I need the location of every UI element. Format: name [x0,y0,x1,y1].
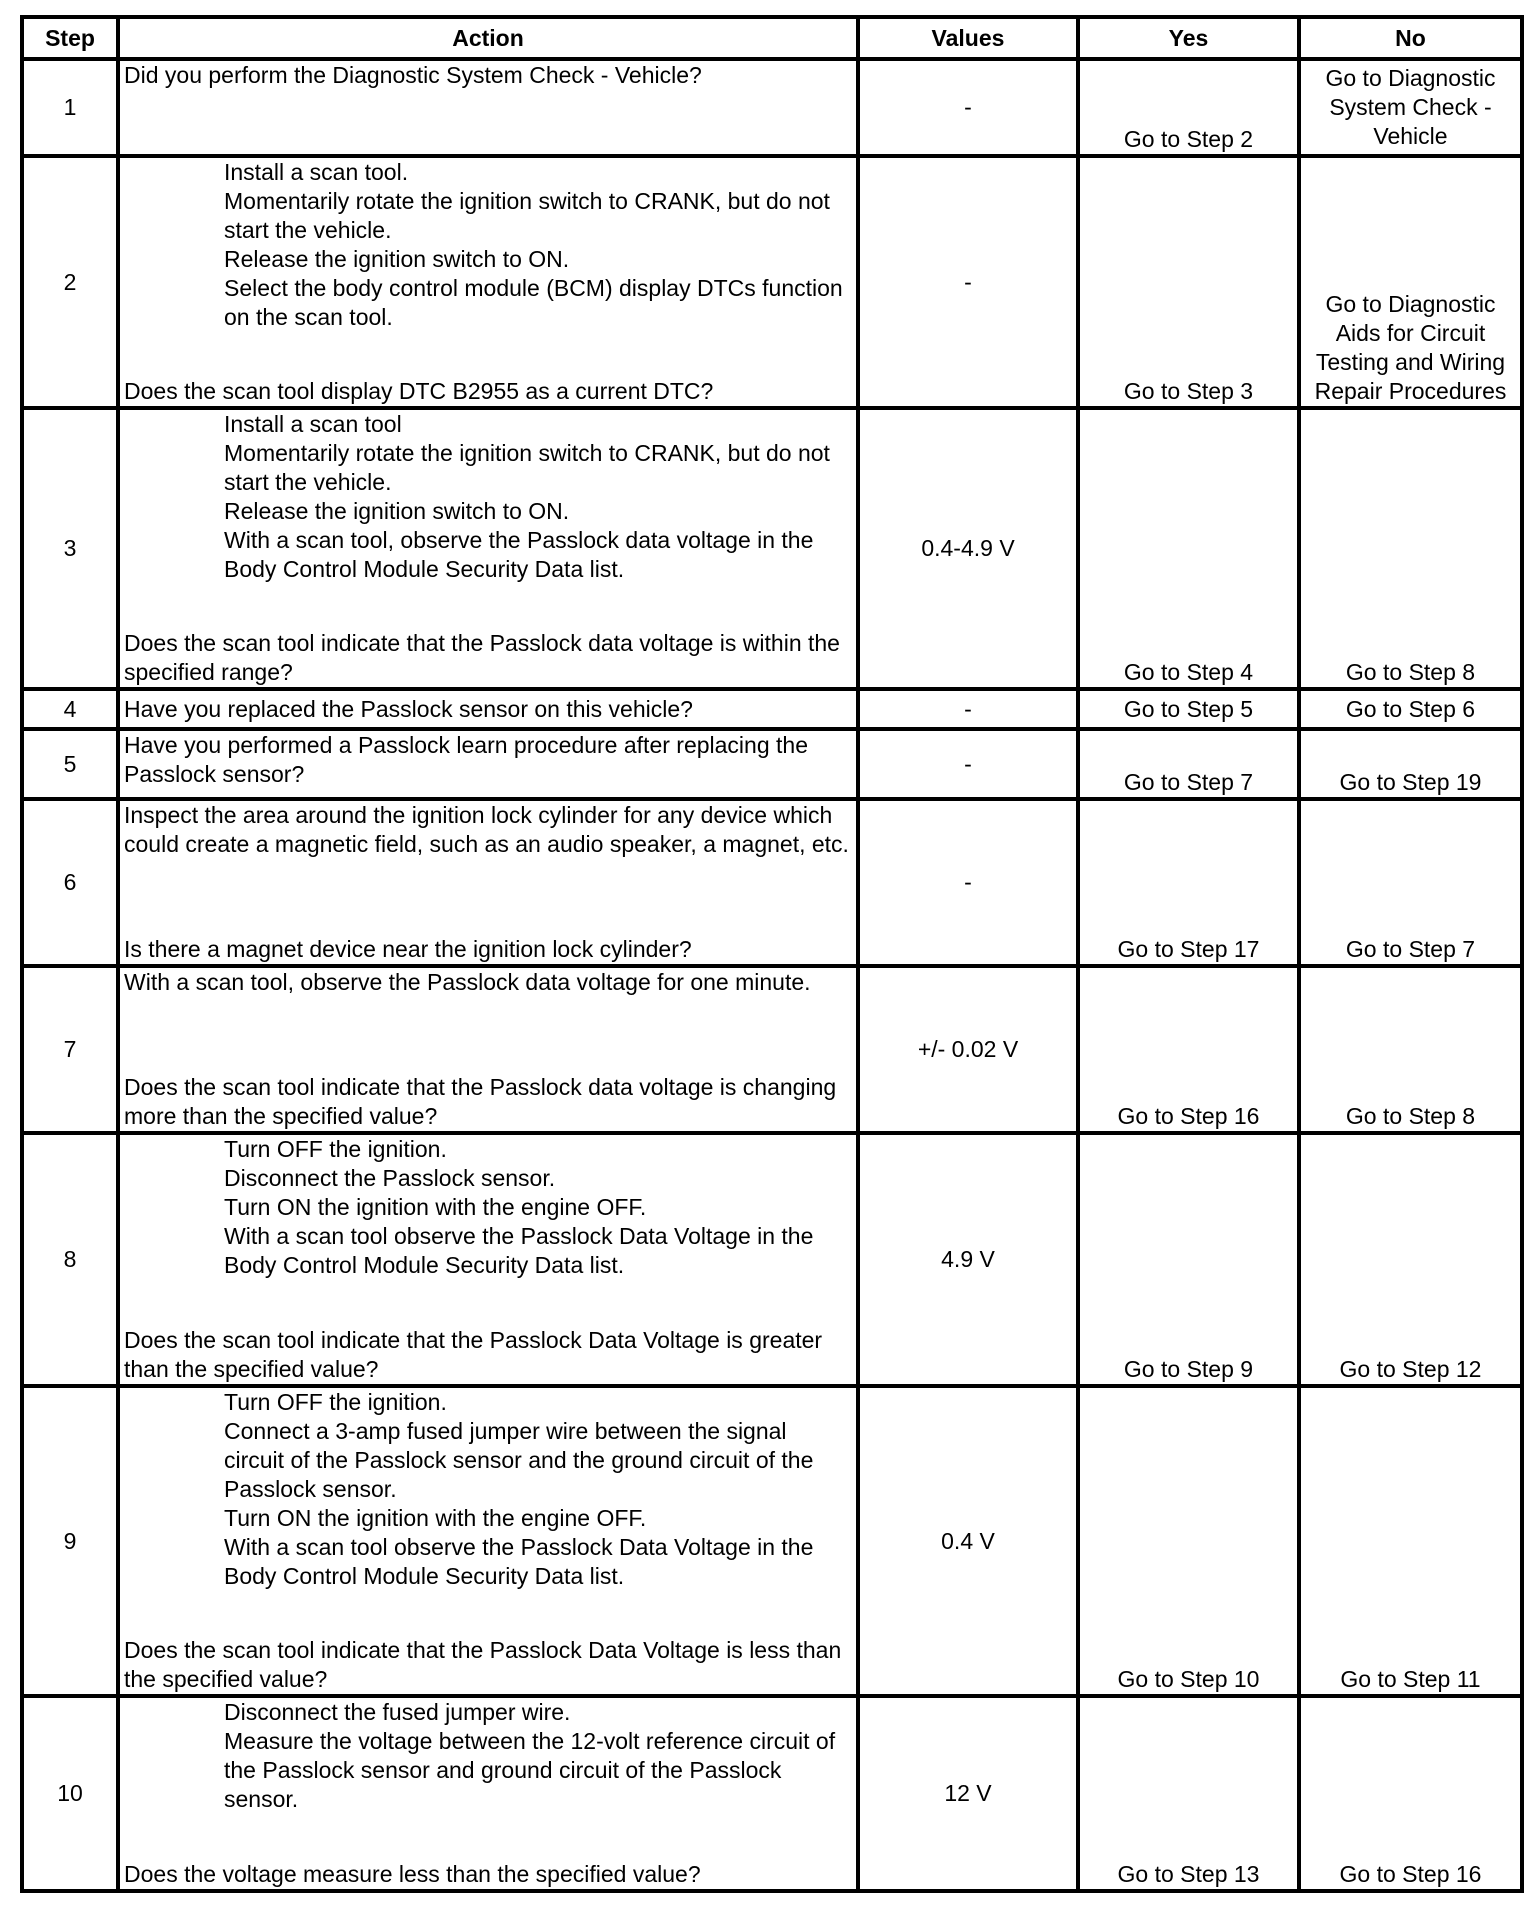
step-number: 1 [22,59,118,156]
action-step: Disconnect the fused jumper wire. [224,1699,571,1725]
no-cell: Go to Step 7 [1299,799,1522,966]
value-cell: 4.9 V [858,1133,1078,1386]
value-cell: - [858,799,1078,966]
step-number: 8 [22,1133,118,1386]
yes-cell: Go to Step 4 [1078,408,1299,689]
step-number: 7 [22,966,118,1133]
action-cell [118,799,858,966]
diagnostic-table [20,15,1524,1893]
header-values: Values [858,17,1078,59]
action-step: Turn ON the ignition with the engine OFF. [224,1505,647,1531]
table-row [22,689,1522,729]
action-step: Momentarily rotate the ignition switch to CRANK, but do not start the vehicle. [224,188,830,243]
no-cell: Go to Step 8 [1299,408,1522,689]
action-cell [118,1133,858,1386]
step-number: 3 [22,408,118,689]
step-number: 5 [22,729,118,799]
header-yes: Yes [1078,17,1299,59]
no-cell: Go to Step 6 [1299,689,1522,729]
table-row [22,1696,1522,1891]
action-step: Disconnect the Passlock sensor. [224,1165,556,1191]
step-number: 2 [22,156,118,408]
yes-cell: Go to Step 16 [1078,966,1299,1133]
action-question: Have you performed a Passlock learn procedure after replacing the Passlock sensor? [124,732,808,787]
table-row [22,799,1522,966]
table-row [22,156,1522,408]
value-cell: - [858,59,1078,156]
no-cell: Go to Step 8 [1299,966,1522,1133]
yes-cell: Go to Step 3 [1078,156,1299,408]
no-cell: Go to Step 12 [1299,1133,1522,1386]
value-cell: - [858,689,1078,729]
action-step: Turn OFF the ignition. [224,1136,447,1162]
action-question: Does the scan tool indicate that the Passlock data voltage is changing more than the specified value? [124,1074,837,1129]
table-row [22,1386,1522,1696]
action-intro: Inspect the area around the ignition lock cylinder for any device which could create a magnetic field, such as an audio speaker, a magnet, etc. [124,802,849,857]
no-cell: Go to Diagnostic System Check - Vehicle [1299,59,1522,156]
table-row [22,59,1522,156]
yes-cell: Go to Step 5 [1078,689,1299,729]
table-row [22,966,1522,1133]
action-step: Release the ignition switch to ON. [224,246,570,272]
action-step: With a scan tool observe the Passlock Data Voltage in the Body Control Module Security Data list. [224,1534,814,1589]
action-question: Does the scan tool indicate that the Passlock data voltage is within the specified range? [124,630,840,685]
header-no: No [1299,17,1522,59]
yes-cell: Go to Step 10 [1078,1386,1299,1696]
table-row [22,408,1522,689]
action-question: Does the scan tool indicate that the Passlock Data Voltage is less than the specified value? [124,1637,842,1692]
action-cell [118,408,858,689]
table-row [22,729,1522,799]
no-cell: Go to Step 16 [1299,1696,1522,1891]
action-cell [118,689,858,729]
step-number: 4 [22,689,118,729]
no-cell: Go to Step 11 [1299,1386,1522,1696]
yes-cell: Go to Step 7 [1078,729,1299,799]
header-row [22,17,1522,59]
action-step: Turn ON the ignition with the engine OFF. [224,1194,647,1220]
step-number: 6 [22,799,118,966]
value-cell: 12 V [858,1696,1078,1891]
action-step: Install a scan tool. [224,159,409,185]
yes-cell: Go to Step 17 [1078,799,1299,966]
yes-cell: Go to Step 9 [1078,1133,1299,1386]
action-step: Install a scan tool [224,411,402,437]
no-cell: Go to Step 19 [1299,729,1522,799]
yes-cell: Go to Step 2 [1078,59,1299,156]
header-action: Action [118,17,858,59]
value-cell: 0.4 V [858,1386,1078,1696]
action-step: Turn OFF the ignition. [224,1389,447,1415]
action-step: Measure the voltage between the 12-volt reference circuit of the Passlock sensor and ground circuit of the Passlock sensor. [224,1728,836,1812]
action-step: Momentarily rotate the ignition switch to CRANK, but do not start the vehicle. [224,440,830,495]
step-number: 9 [22,1386,118,1696]
value-cell: +/- 0.02 V [858,966,1078,1133]
action-question: Does the scan tool display DTC B2955 as a current DTC? [124,378,714,404]
action-cell [118,966,858,1133]
step-number: 10 [22,1696,118,1891]
action-cell [118,156,858,408]
action-step: Select the body control module (BCM) display DTCs function on the scan tool. [224,275,843,330]
action-question: Is there a magnet device near the ignition lock cylinder? [124,936,692,962]
action-cell [118,1386,858,1696]
action-step: Connect a 3-amp fused jumper wire between the signal circuit of the Passlock sensor and the ground circuit of the Passlock sensor. [224,1418,814,1502]
value-cell: - [858,729,1078,799]
no-cell: Go to Diagnostic Aids for Circuit Testing and Wiring Repair Procedures [1299,156,1522,408]
action-question: Does the voltage measure less than the specified value? [124,1861,701,1887]
header-step: Step [22,17,118,59]
action-intro: With a scan tool, observe the Passlock data voltage for one minute. [124,969,811,995]
value-cell: 0.4-4.9 V [858,408,1078,689]
yes-cell: Go to Step 13 [1078,1696,1299,1891]
table-row [22,1133,1522,1386]
action-cell [118,1696,858,1891]
action-step: With a scan tool observe the Passlock Data Voltage in the Body Control Module Security Data list. [224,1223,814,1278]
value-cell: - [858,156,1078,408]
action-cell [118,59,858,156]
action-question: Did you perform the Diagnostic System Check - Vehicle? [124,62,702,88]
action-question: Have you replaced the Passlock sensor on this vehicle? [124,695,693,722]
action-question: Does the scan tool indicate that the Passlock Data Voltage is greater than the specified value? [124,1327,823,1382]
action-cell [118,729,858,799]
action-step: Release the ignition switch to ON. [224,498,570,524]
action-step: With a scan tool, observe the Passlock data voltage in the Body Control Module Security Data list. [224,527,814,582]
